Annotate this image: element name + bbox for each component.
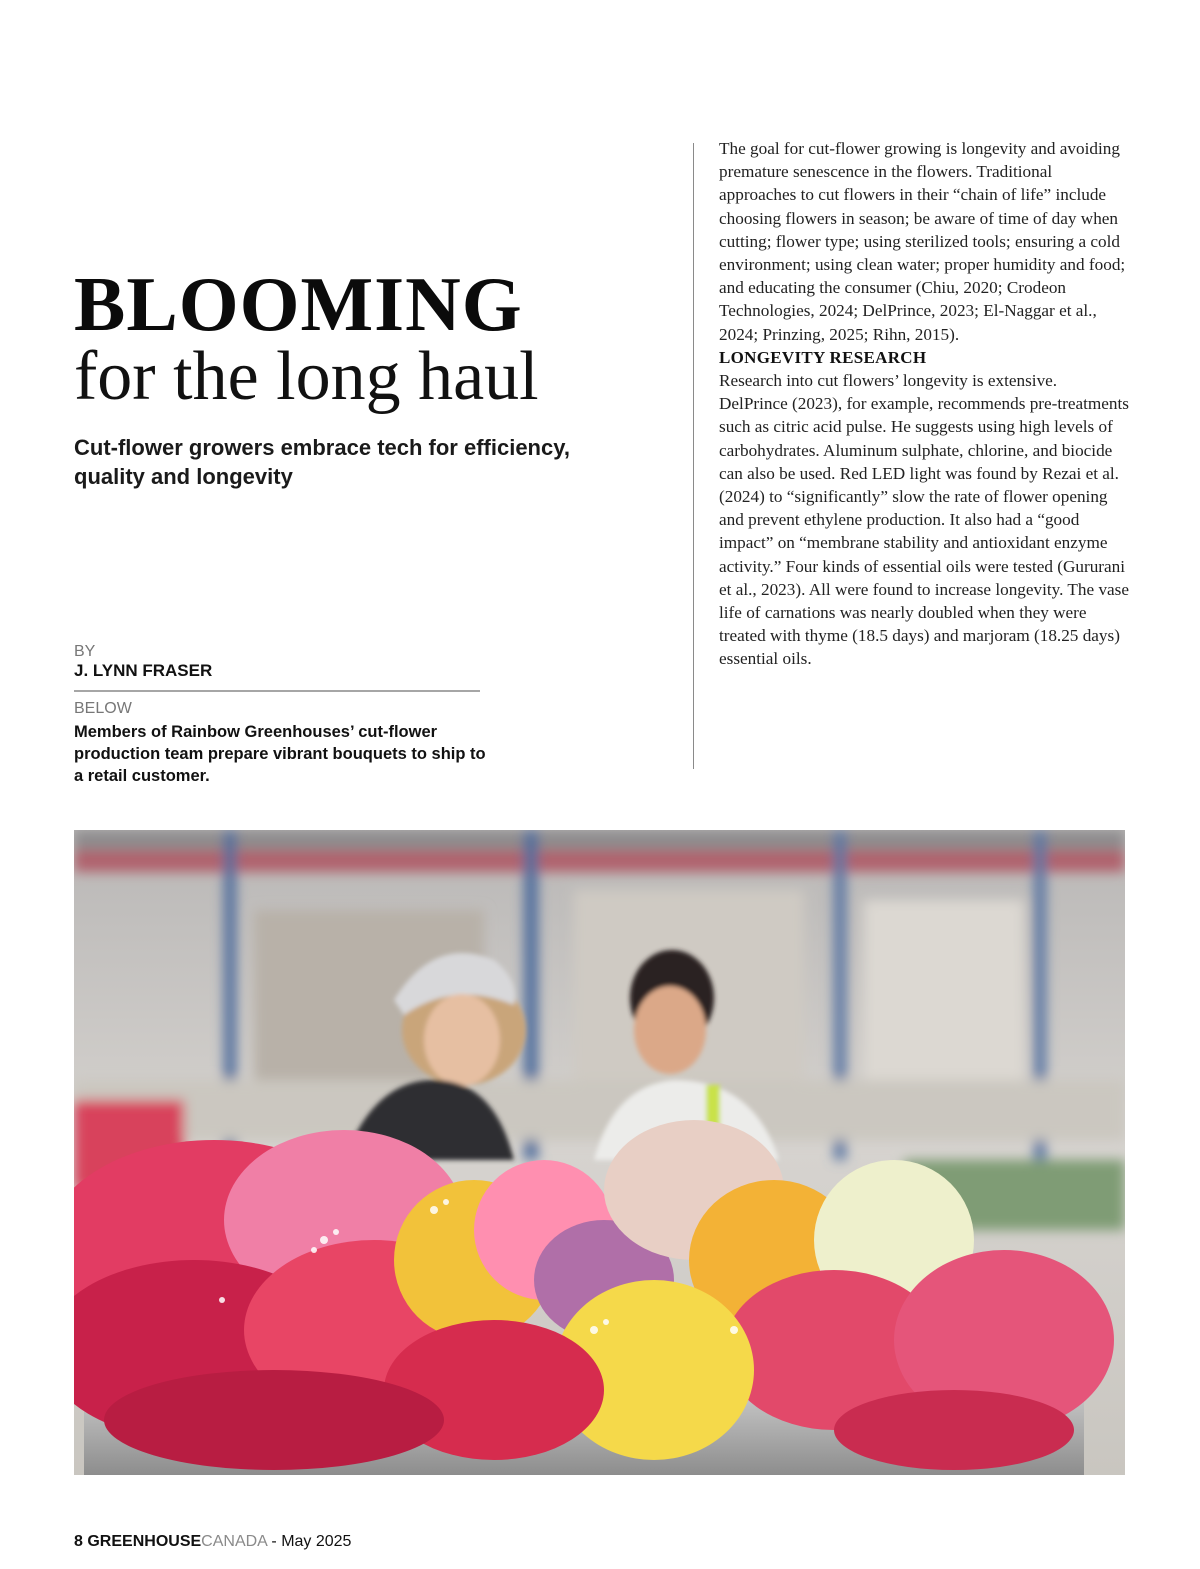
issue-date: May 2025 <box>281 1533 352 1550</box>
body-paragraph: Research into cut flowers’ longevity is extensive. DelPrince (2023), for example, recommends pre-treatments such as citric acid pulse. He suggests using high levels of carbohydrates. Aluminum sulphate, chlorine, and biocide can also be used. Red LED light was found by Rezai et al. (2024) to “significantly” slow the rate of flower opening and prevent ethylene production. It also had a “good impact” on “membrane stability and antioxidant enzyme activity.” Four kinds of essential oils were tested (Gururani et al., 2023). All were found to increase longevity. The vase life of carnations was nearly doubled when they were treated with thyme (18.5 days) and marjoram (18.25 days) essential oils. <box>719 371 1129 669</box>
page-number: 8 <box>74 1533 83 1550</box>
byline-label: BY <box>74 643 96 660</box>
headline-main: BLOOMING <box>74 261 523 347</box>
byline-author: J. LYNN FRASER <box>74 661 213 680</box>
body-column <box>719 137 1129 671</box>
magazine-name-light: CANADA <box>201 1533 267 1550</box>
headline-subtitle: for the long haul <box>74 338 539 415</box>
column-divider <box>693 143 694 769</box>
section-heading: LONGEVITY RESEARCH <box>719 347 927 367</box>
feature-photo <box>74 830 1125 1475</box>
photo-caption: Members of Rainbow Greenhouses’ cut-flower production team prepare vibrant bouquets to ship to a retail customer. <box>74 723 486 785</box>
article-deck: Cut-flower growers embrace tech for efficiency, quality and longevity <box>74 435 570 489</box>
footer-separator: - <box>271 1533 277 1550</box>
byline-divider <box>74 690 480 692</box>
magazine-name-bold: GREENHOUSE <box>87 1533 202 1550</box>
body-paragraph: The goal for cut-flower growing is longevity and avoiding premature senescence in the flowers. Traditional approaches to cut flowers in their “chain of life” include choosing flowers in season; be aware of time of day when cutting; flower type; using sterilized tools; ensuring a cold environment; using clean water; proper humidity and food; and educating the consumer (Chiu, 2020; Crodeon Technologies, 2024; DelPrince, 2023; El-Naggar et al., 2024; Prinzing, 2025; Rihn, 2015). <box>719 139 1126 344</box>
caption-label: BELOW <box>74 700 132 717</box>
page-footer <box>74 1533 351 1551</box>
